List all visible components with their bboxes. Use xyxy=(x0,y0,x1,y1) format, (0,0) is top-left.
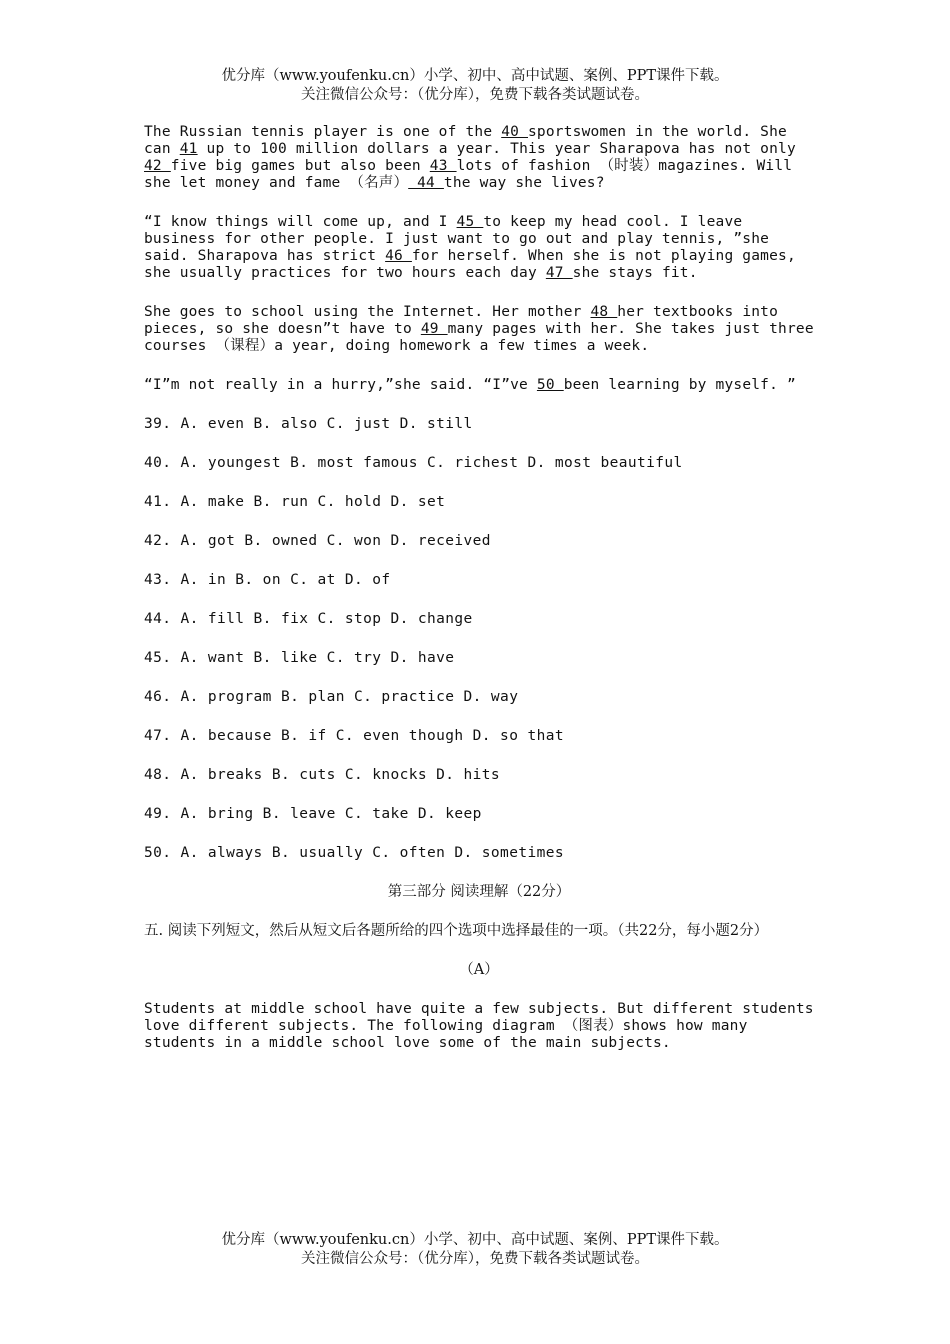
option-line: 44. A. fill B. fix C. stop D. change xyxy=(144,611,473,627)
option-line: 42. A. got B. owned C. won D. received xyxy=(144,533,491,549)
header-line-1: 优分库（www.youfenku.cn）小学、初中、高中试题、案例、PPT课件下载。 xyxy=(221,68,729,84)
passage-text: up to 100 million dollars a year. This year Sharapova has not only xyxy=(197,141,796,157)
passage-text: five big games but also been xyxy=(170,158,430,174)
passage-text: many pages with her. She takes just three courses （课程）a year, doing homework a few times a week. xyxy=(144,321,814,354)
passage-text: “I know things will come up, and I xyxy=(144,214,457,230)
blank-number: 42 xyxy=(144,158,171,174)
passage-text: lots of fashion （时装）magazines. Will she let money and fame （名声） xyxy=(144,158,793,191)
footer-line-1: 优分库（www.youfenku.cn）小学、初中、高中试题、案例、PPT课件下载。 xyxy=(221,1232,729,1248)
blank-number: 47 xyxy=(545,265,573,281)
passage-text: The Russian tennis player is one of the xyxy=(144,124,502,140)
blank-number: 40 xyxy=(501,124,528,140)
blank-number: 48 xyxy=(590,304,618,320)
options-list xyxy=(144,416,814,862)
passage-paragraph-2 xyxy=(144,214,814,282)
page-header xyxy=(0,67,950,105)
blank-number: 43 xyxy=(429,158,457,174)
blank-number: 49 xyxy=(420,321,448,337)
footer-line-2: 关注微信公众号：（优分库），免费下载各类试题试卷。 xyxy=(301,1251,649,1267)
passage-text: the way she lives? xyxy=(443,175,605,191)
option-line: 47. A. because B. if C. even though D. so that xyxy=(144,728,564,744)
option-line: 39. A. even B. also C. just D. still xyxy=(144,416,473,432)
option-line: 45. A. want B. like C. try D. have xyxy=(144,650,455,666)
section-instruction: 五. 阅读下列短文，然后从短文后各题所给的四个选项中选择最佳的一项。（共22分，每小题2分） xyxy=(144,923,769,939)
option-line: 46. A. program B. plan C. practice D. way xyxy=(144,689,519,705)
blank-number: 50 xyxy=(536,377,564,393)
passage-intro: Students at middle school have quite a few subjects. But different students love different subjects. The following diagram （图表）shows how many students in a middle school love some of the main subjects. xyxy=(144,1001,814,1051)
passage-text: to keep my head cool. I leave business for other people. I just want to go out and play tennis, ”she said. Sharapova has strict xyxy=(144,214,770,264)
passage-text: for herself. When she is not playing games, she usually practices for two hours each day xyxy=(144,248,796,281)
option-line: 48. A. breaks B. cuts C. knocks D. hits xyxy=(144,767,501,783)
passage-text: her textbooks into pieces, so she doesn”t have to xyxy=(144,304,779,337)
passage-text: sportswomen in the world. She can xyxy=(144,124,787,157)
blank-number: 41 xyxy=(179,141,198,157)
page-footer xyxy=(0,1231,950,1269)
section-title: 第三部分 阅读理解（22分） xyxy=(387,884,571,900)
passage-text: she stays fit. xyxy=(572,265,698,281)
passage-label: （A） xyxy=(459,962,499,978)
document-body xyxy=(144,124,814,1074)
blank-number: 45 xyxy=(456,214,484,230)
option-line: 41. A. make B. run C. hold D. set xyxy=(144,494,446,510)
passage-paragraph-1 xyxy=(144,124,814,192)
option-line: 40. A. youngest B. most famous C. richest D. most beautiful xyxy=(144,455,683,471)
passage-paragraph-4 xyxy=(144,377,814,394)
option-line: 50. A. always B. usually C. often D. sometimes xyxy=(144,845,564,861)
passage-text: been learning by myself. ” xyxy=(563,377,796,393)
header-line-2: 关注微信公众号：（优分库），免费下载各类试题试卷。 xyxy=(301,87,649,103)
option-line: 43. A. in B. on C. at D. of xyxy=(144,572,391,588)
blank-number: 46 xyxy=(385,248,412,264)
option-line: 49. A. bring B. leave C. take D. keep xyxy=(144,806,482,822)
passage-text: “I”m not really in a hurry,”she said. “I”ve xyxy=(144,377,537,393)
blank-number: 44 xyxy=(408,175,444,191)
passage-paragraph-3 xyxy=(144,304,814,355)
passage-text: She goes to school using the Internet. Her mother xyxy=(144,304,591,320)
